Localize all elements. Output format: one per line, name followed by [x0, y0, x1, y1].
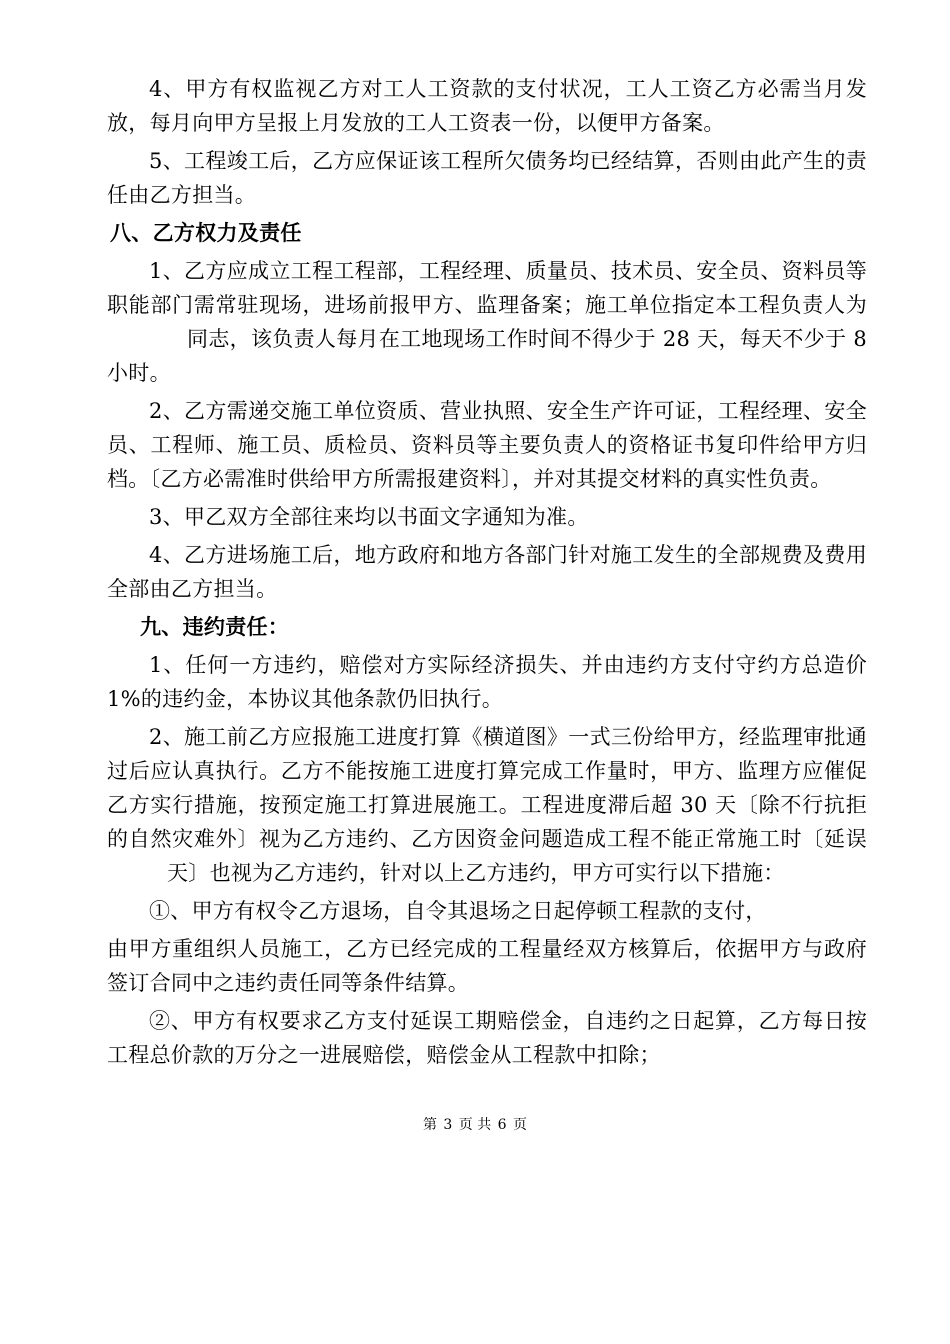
s8-item1-text-b: 同志，该负责人每月在工地现场工作时间不得少于 28 天，每天不少于 8 小时。 — [107, 327, 867, 385]
paragraph-s9-sub1-line: ①、甲方有权令乙方退场，自令其退场之日起停顿工程款的支付， — [149, 899, 767, 923]
paragraph-s9-sub2: ②、甲方有权要求乙方支付延误工期赔偿金，自违约之日起算，乙方每日按工程总价款的万分之一进展赔偿，赔偿金从工程款中扣除； — [107, 1009, 867, 1067]
paragraph-s8-item4: 4、乙方进场施工后，地方政府和地方各部门针对施工发生的全部规费及费用全部由乙方担当。 — [107, 543, 867, 601]
paragraph-s8-item2: 2、乙方需递交施工单位资质、营业执照、安全生产许可证，工程经理、安全员、工程师、施工员、质检员、资料员等主要负责人的资格证书复印件给甲方归档。〔乙方必需准时供给甲方所需报建资料〕，并对其提交材料的真实性负责。 — [107, 399, 867, 491]
s8-item1-text-a: 1、乙方应成立工程工程部，工程经理、质量员、技术员、安全员、资料员等职能部门需常驻现场，进场前报甲方、监理备案；施工单位指定本工程负责人为 — [107, 259, 867, 317]
paragraph-s9-sub1-continued: 由甲方重组织人员施工，乙方已经完成的工程量经双方核算后，依据甲方与政府签订合同中之违约责任同等条件结算。 — [107, 937, 867, 995]
s9-item2-text-a: 2、施工前乙方应报施工进度打算《横道图》一式三份给甲方，经监理审批通过后应认真执行。乙方不能按施工进度打算完成工作量时，甲方、监理方应催促乙方实行措施，按预定施工打算进展施工。工程进度滞后超 30 天〔除不行抗拒的自然灾难外〕视为乙方违约、乙方因资金问题造成工程不能正常施工时〔延误 — [107, 725, 867, 851]
footer-middle: 页 共 — [458, 1117, 492, 1133]
paragraph-s9-item1: 1、任何一方违约，赔偿对方实际经济损失、并由违约方支付守约方总造价 1%的违约金，本协议其他条款仍旧执行。 — [107, 653, 867, 711]
paragraph-s8-item1 — [107, 254, 867, 390]
page-footer — [0, 1114, 950, 1134]
paragraph-s7-item4: 4、甲方有权监视乙方对工人工资款的支付状况，工人工资乙方必需当月发放，每月向甲方呈报上月发放的工人工资表一份，以便甲方备案。 — [107, 77, 867, 135]
paragraph-s7-item5: 5、工程竣工后，乙方应保证该工程所欠债务均已经结算，否则由此产生的责任由乙方担当。 — [107, 149, 867, 207]
paragraph-s9-item2 — [107, 720, 867, 890]
footer-page-number: 3 — [443, 1117, 453, 1133]
paragraph-s8-item3: 3、甲乙双方全部往来均以书面文字通知为准。 — [149, 505, 589, 529]
section-8-heading: 八、乙方权力及责任 — [110, 221, 302, 245]
section-9-heading: 九、违约责任： — [140, 615, 290, 639]
footer-suffix: 页 — [513, 1117, 528, 1133]
document-body — [107, 72, 867, 1072]
footer-prefix: 第 — [422, 1117, 437, 1133]
footer-total-pages: 6 — [497, 1117, 507, 1133]
s9-item2-text-b: 天〕也视为乙方违约，针对以上乙方违约，甲方可实行以下措施： — [167, 861, 785, 885]
